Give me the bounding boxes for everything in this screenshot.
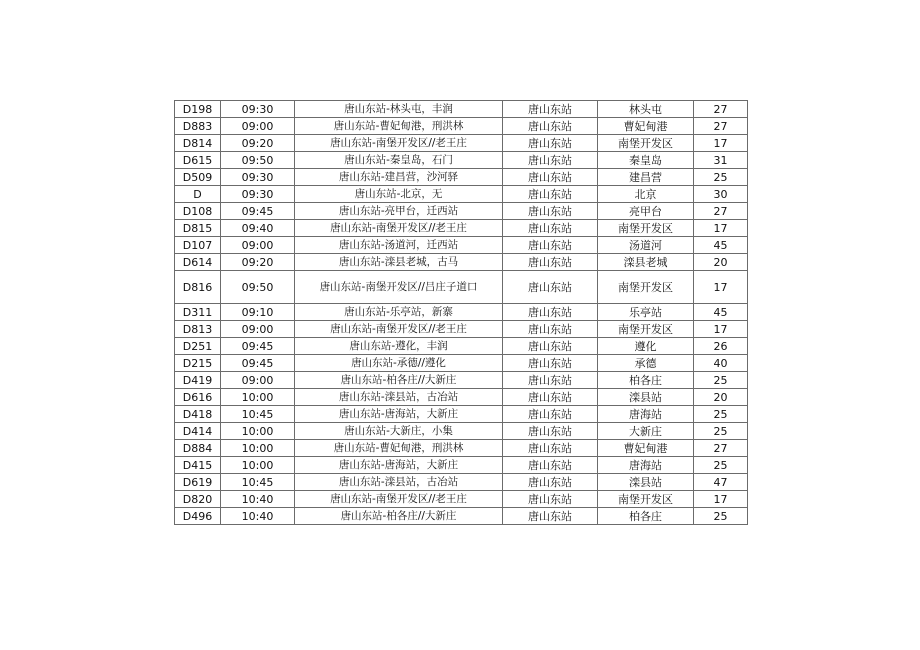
departure-time-cell: 10:45: [221, 406, 295, 423]
route-code-cell: D415: [175, 457, 221, 474]
route-code-cell: D496: [175, 508, 221, 525]
destination-cell: 柏各庄: [598, 372, 694, 389]
origin-station-cell: 唐山东站: [503, 237, 598, 254]
duration-cell: 20: [694, 254, 748, 271]
origin-station-cell: 唐山东站: [503, 169, 598, 186]
origin-station-cell: 唐山东站: [503, 491, 598, 508]
route-description-cell: 唐山东站-秦皇岛，石门: [295, 152, 503, 169]
duration-cell: 27: [694, 440, 748, 457]
origin-station-cell: 唐山东站: [503, 152, 598, 169]
origin-station-cell: 唐山东站: [503, 271, 598, 304]
destination-cell: 林头屯: [598, 101, 694, 118]
destination-cell: 秦皇岛: [598, 152, 694, 169]
origin-station-cell: 唐山东站: [503, 355, 598, 372]
route-description-cell: 唐山东站-汤道河，迁西站: [295, 237, 503, 254]
destination-cell: 汤道河: [598, 237, 694, 254]
route-description-cell: 唐山东站-北京，无: [295, 186, 503, 203]
duration-cell: 26: [694, 338, 748, 355]
origin-station-cell: 唐山东站: [503, 508, 598, 525]
route-code-cell: D418: [175, 406, 221, 423]
departure-time-cell: 10:00: [221, 440, 295, 457]
destination-cell: 大新庄: [598, 423, 694, 440]
table-row: [175, 355, 748, 372]
destination-cell: 唐海站: [598, 457, 694, 474]
duration-cell: 45: [694, 304, 748, 321]
origin-station-cell: 唐山东站: [503, 338, 598, 355]
destination-cell: 北京: [598, 186, 694, 203]
destination-cell: 曹妃甸港: [598, 118, 694, 135]
origin-station-cell: 唐山东站: [503, 304, 598, 321]
route-code-cell: D814: [175, 135, 221, 152]
duration-cell: 31: [694, 152, 748, 169]
route-description-cell: 唐山东站-遵化，丰润: [295, 338, 503, 355]
origin-station-cell: 唐山东站: [503, 118, 598, 135]
route-code-cell: D615: [175, 152, 221, 169]
destination-cell: 乐亭站: [598, 304, 694, 321]
destination-cell: 南堡开发区: [598, 271, 694, 304]
destination-cell: 亮甲台: [598, 203, 694, 220]
departure-time-cell: 09:00: [221, 321, 295, 338]
origin-station-cell: 唐山东站: [503, 474, 598, 491]
origin-station-cell: 唐山东站: [503, 440, 598, 457]
origin-station-cell: 唐山东站: [503, 220, 598, 237]
table-row: [175, 118, 748, 135]
route-code-cell: D614: [175, 254, 221, 271]
destination-cell: 南堡开发区: [598, 491, 694, 508]
table-row: [175, 152, 748, 169]
departure-time-cell: 10:40: [221, 508, 295, 525]
departure-time-cell: 09:20: [221, 135, 295, 152]
departure-time-cell: 09:50: [221, 271, 295, 304]
table-row: [175, 389, 748, 406]
departure-time-cell: 10:45: [221, 474, 295, 491]
route-description-cell: 唐山东站-南堡开发区//吕庄子道口: [295, 271, 503, 304]
destination-cell: 滦县站: [598, 474, 694, 491]
route-code-cell: D820: [175, 491, 221, 508]
table-row: [175, 338, 748, 355]
bus-schedule-table: [174, 100, 748, 525]
route-description-cell: 唐山东站-唐海站，大新庄: [295, 457, 503, 474]
origin-station-cell: 唐山东站: [503, 321, 598, 338]
duration-cell: 17: [694, 271, 748, 304]
route-code-cell: D815: [175, 220, 221, 237]
departure-time-cell: 09:50: [221, 152, 295, 169]
origin-station-cell: 唐山东站: [503, 186, 598, 203]
route-code-cell: D251: [175, 338, 221, 355]
route-description-cell: 唐山东站-滦县站，古冶站: [295, 474, 503, 491]
destination-cell: 滦县站: [598, 389, 694, 406]
destination-cell: 滦县老城: [598, 254, 694, 271]
route-code-cell: D883: [175, 118, 221, 135]
route-description-cell: 唐山东站-柏各庄//大新庄: [295, 372, 503, 389]
duration-cell: 25: [694, 406, 748, 423]
departure-time-cell: 09:45: [221, 355, 295, 372]
departure-time-cell: 09:30: [221, 169, 295, 186]
table-row: [175, 254, 748, 271]
route-code-cell: D: [175, 186, 221, 203]
duration-cell: 25: [694, 169, 748, 186]
table-row: [175, 271, 748, 304]
route-code-cell: D108: [175, 203, 221, 220]
departure-time-cell: 09:00: [221, 372, 295, 389]
table-row: [175, 491, 748, 508]
route-code-cell: D419: [175, 372, 221, 389]
origin-station-cell: 唐山东站: [503, 372, 598, 389]
route-description-cell: 唐山东站-大新庄，小集: [295, 423, 503, 440]
route-code-cell: D813: [175, 321, 221, 338]
destination-cell: 建昌营: [598, 169, 694, 186]
duration-cell: 25: [694, 508, 748, 525]
table-row: [175, 440, 748, 457]
route-code-cell: D816: [175, 271, 221, 304]
duration-cell: 20: [694, 389, 748, 406]
route-description-cell: 唐山东站-建昌营，沙河驿: [295, 169, 503, 186]
route-code-cell: D509: [175, 169, 221, 186]
departure-time-cell: 09:00: [221, 237, 295, 254]
duration-cell: 27: [694, 118, 748, 135]
destination-cell: 南堡开发区: [598, 135, 694, 152]
route-description-cell: 唐山东站-柏各庄//大新庄: [295, 508, 503, 525]
route-description-cell: 唐山东站-亮甲台，迁西站: [295, 203, 503, 220]
destination-cell: 曹妃甸港: [598, 440, 694, 457]
route-description-cell: 唐山东站-曹妃甸港，刑洪林: [295, 118, 503, 135]
table-row: [175, 101, 748, 118]
duration-cell: 47: [694, 474, 748, 491]
duration-cell: 17: [694, 321, 748, 338]
duration-cell: 17: [694, 220, 748, 237]
table-row: [175, 372, 748, 389]
origin-station-cell: 唐山东站: [503, 406, 598, 423]
route-description-cell: 唐山东站-南堡开发区//老王庄: [295, 220, 503, 237]
duration-cell: 27: [694, 203, 748, 220]
table-row: [175, 135, 748, 152]
departure-time-cell: 09:30: [221, 186, 295, 203]
route-code-cell: D215: [175, 355, 221, 372]
duration-cell: 17: [694, 135, 748, 152]
departure-time-cell: 10:40: [221, 491, 295, 508]
departure-time-cell: 09:10: [221, 304, 295, 321]
duration-cell: 17: [694, 491, 748, 508]
table-row: [175, 508, 748, 525]
table-row: [175, 186, 748, 203]
departure-time-cell: 09:40: [221, 220, 295, 237]
destination-cell: 南堡开发区: [598, 220, 694, 237]
table-row: [175, 457, 748, 474]
departure-time-cell: 09:20: [221, 254, 295, 271]
origin-station-cell: 唐山东站: [503, 254, 598, 271]
route-code-cell: D619: [175, 474, 221, 491]
table-row: [175, 474, 748, 491]
destination-cell: 承德: [598, 355, 694, 372]
schedule-body: [175, 101, 748, 525]
route-code-cell: D884: [175, 440, 221, 457]
destination-cell: 唐海站: [598, 406, 694, 423]
route-description-cell: 唐山东站-乐亭站，新寨: [295, 304, 503, 321]
table-row: [175, 406, 748, 423]
origin-station-cell: 唐山东站: [503, 423, 598, 440]
route-description-cell: 唐山东站-南堡开发区//老王庄: [295, 135, 503, 152]
table-row: [175, 237, 748, 254]
route-description-cell: 唐山东站-承德//遵化: [295, 355, 503, 372]
route-description-cell: 唐山东站-南堡开发区//老王庄: [295, 321, 503, 338]
route-code-cell: D311: [175, 304, 221, 321]
table-row: [175, 220, 748, 237]
route-description-cell: 唐山东站-滦县老城，古马: [295, 254, 503, 271]
route-description-cell: 唐山东站-唐海站，大新庄: [295, 406, 503, 423]
route-code-cell: D414: [175, 423, 221, 440]
duration-cell: 27: [694, 101, 748, 118]
table-row: [175, 321, 748, 338]
departure-time-cell: 10:00: [221, 389, 295, 406]
route-description-cell: 唐山东站-曹妃甸港，刑洪林: [295, 440, 503, 457]
origin-station-cell: 唐山东站: [503, 389, 598, 406]
origin-station-cell: 唐山东站: [503, 457, 598, 474]
duration-cell: 25: [694, 423, 748, 440]
departure-time-cell: 09:30: [221, 101, 295, 118]
departure-time-cell: 10:00: [221, 423, 295, 440]
route-description-cell: 唐山东站-林头屯，丰润: [295, 101, 503, 118]
table-row: [175, 304, 748, 321]
duration-cell: 25: [694, 372, 748, 389]
route-description-cell: 唐山东站-滦县站，古冶站: [295, 389, 503, 406]
table-row: [175, 203, 748, 220]
route-code-cell: D107: [175, 237, 221, 254]
destination-cell: 柏各庄: [598, 508, 694, 525]
destination-cell: 南堡开发区: [598, 321, 694, 338]
departure-time-cell: 09:00: [221, 118, 295, 135]
origin-station-cell: 唐山东站: [503, 203, 598, 220]
departure-time-cell: 09:45: [221, 338, 295, 355]
departure-time-cell: 09:45: [221, 203, 295, 220]
duration-cell: 30: [694, 186, 748, 203]
table-row: [175, 169, 748, 186]
origin-station-cell: 唐山东站: [503, 101, 598, 118]
destination-cell: 遵化: [598, 338, 694, 355]
route-code-cell: D616: [175, 389, 221, 406]
origin-station-cell: 唐山东站: [503, 135, 598, 152]
route-code-cell: D198: [175, 101, 221, 118]
route-description-cell: 唐山东站-南堡开发区//老王庄: [295, 491, 503, 508]
duration-cell: 45: [694, 237, 748, 254]
duration-cell: 25: [694, 457, 748, 474]
duration-cell: 40: [694, 355, 748, 372]
table-row: [175, 423, 748, 440]
departure-time-cell: 10:00: [221, 457, 295, 474]
